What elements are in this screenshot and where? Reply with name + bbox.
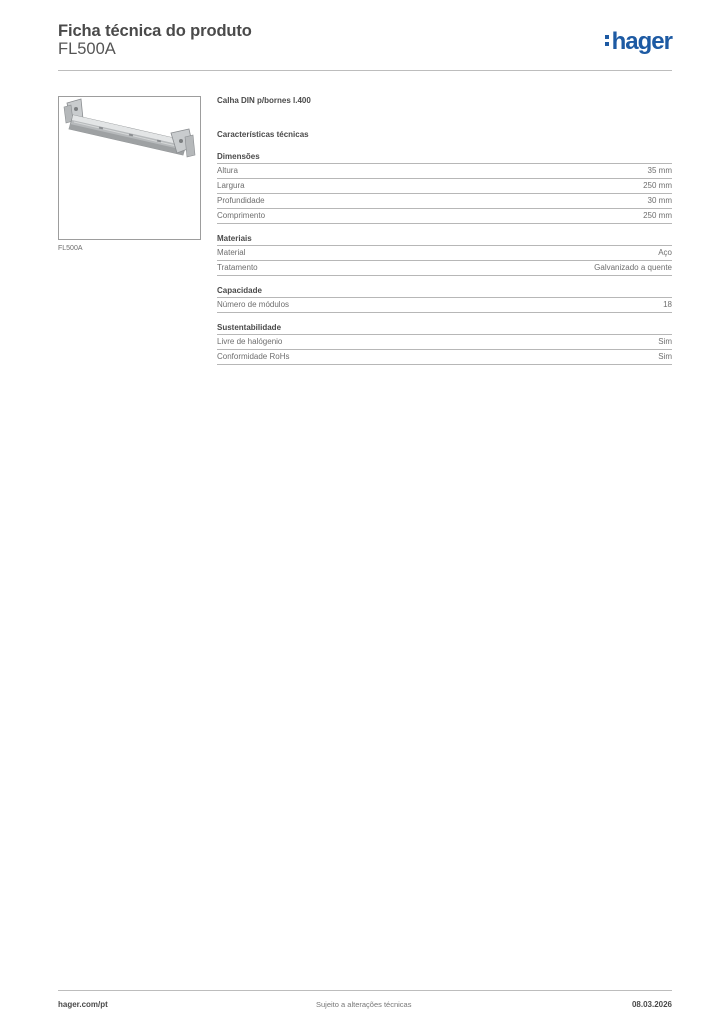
spec-row xyxy=(217,261,672,276)
spec-content xyxy=(217,96,672,374)
spec-row xyxy=(217,194,672,209)
spec-label: Altura xyxy=(217,166,238,175)
spec-row xyxy=(217,246,672,261)
page-footer xyxy=(58,990,672,1009)
spec-value: Aço xyxy=(658,248,672,257)
spec-value: 30 mm xyxy=(647,196,672,205)
spec-label: Comprimento xyxy=(217,211,266,220)
spec-value: Galvanizado a quente xyxy=(594,263,672,272)
spec-value: 35 mm xyxy=(647,166,672,175)
spec-value: Sim xyxy=(658,352,672,361)
product-code: FL500A xyxy=(58,40,116,58)
footer-website: hager.com/pt xyxy=(58,1000,108,1009)
document-title: Ficha técnica do produto xyxy=(58,22,252,40)
section-title: Sustentabilidade xyxy=(217,322,672,335)
spec-row xyxy=(217,209,672,224)
spec-label: Tratamento xyxy=(217,263,258,272)
specs-heading: Características técnicas xyxy=(217,130,309,139)
spec-label: Conformidade RoHs xyxy=(217,352,290,361)
spec-section xyxy=(217,285,672,313)
spec-section xyxy=(217,233,672,276)
page-header xyxy=(58,20,672,71)
spec-row xyxy=(217,298,672,313)
spec-row xyxy=(217,350,672,365)
spec-value: 250 mm xyxy=(643,211,672,220)
spec-label: Profundidade xyxy=(217,196,265,205)
spec-value: 250 mm xyxy=(643,181,672,190)
spec-value: Sim xyxy=(658,337,672,346)
footer-notice: Sujeito a alterações técnicas xyxy=(316,1000,412,1009)
spec-row xyxy=(217,164,672,179)
spec-sections xyxy=(217,151,672,365)
logo-colon-mark xyxy=(605,32,609,48)
spec-section xyxy=(217,322,672,365)
footer-date: 08.03.2026 xyxy=(631,1000,672,1009)
section-title: Dimensões xyxy=(217,151,672,164)
spec-row xyxy=(217,335,672,350)
section-title: Capacidade xyxy=(217,285,672,298)
product-description: Calha DIN p/bornes l.400 xyxy=(217,96,311,105)
spec-label: Material xyxy=(217,248,246,257)
spec-label: Número de módulos xyxy=(217,300,290,309)
section-title: Materiais xyxy=(217,233,672,246)
product-image xyxy=(58,96,201,240)
logo-text: hager xyxy=(611,28,672,55)
spec-row xyxy=(217,179,672,194)
spec-value: 18 xyxy=(663,300,672,309)
hager-logo xyxy=(605,28,672,56)
din-rail-illustration xyxy=(59,97,200,239)
spec-label: Largura xyxy=(217,181,245,190)
image-caption: FL500A xyxy=(58,245,83,252)
spec-label: Livre de halógenio xyxy=(217,337,283,346)
spec-section xyxy=(217,151,672,224)
